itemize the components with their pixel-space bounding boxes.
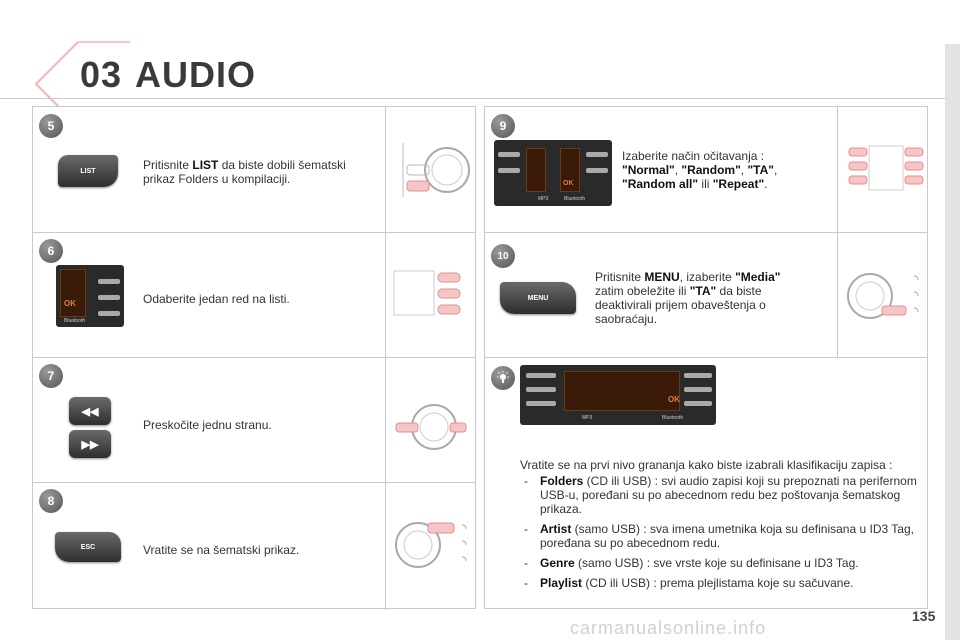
step-6-text xyxy=(143,292,343,306)
menu-button: MENU xyxy=(500,282,576,314)
mode-buttons-illustration xyxy=(845,140,927,200)
esc-control-illustration xyxy=(388,515,472,575)
text-run: da biste dobili šematski prikaz Folders u kompilaciji. xyxy=(143,158,346,186)
side-rail xyxy=(945,44,960,640)
step-badge-5: 5 xyxy=(39,114,63,138)
text-run: , xyxy=(674,163,682,177)
list-button: LIST xyxy=(58,155,118,187)
text-run: , xyxy=(740,163,748,177)
text-run: Odaberite jedan red na listi. xyxy=(143,292,290,306)
list-item xyxy=(520,474,930,516)
list-item-desc: (CD ili USB) : svi audio zapisi koji su prepoznati na perifernom USB-u, poređani su po abecednom redu bez poštovanja šematskog prikaza. xyxy=(540,474,917,516)
text-run: . xyxy=(764,177,768,191)
list-item-term: Playlist xyxy=(540,576,583,590)
bluetooth-label: Bluetooth xyxy=(64,318,86,324)
rewind-icon: ◀◀ xyxy=(81,405,99,418)
text-run: , izaberite xyxy=(679,270,736,284)
chapter-number: 03 xyxy=(80,54,123,95)
bold-term: "TA" xyxy=(689,284,717,298)
selection-screen xyxy=(56,265,124,327)
list-item-term: Artist xyxy=(540,522,572,536)
text-run: Pritisnite xyxy=(595,270,645,284)
step-9-text xyxy=(622,149,822,191)
step-7-text xyxy=(143,418,343,432)
bold-term: LIST xyxy=(192,158,219,172)
list-item-desc: (samo USB) : sve vrste koje su definisane u ID3 Tag. xyxy=(574,556,859,570)
tip-list xyxy=(520,474,930,596)
bold-term: "Random" xyxy=(681,163,741,177)
mode-screens: OK MP3 Bluetooth xyxy=(494,140,612,206)
forward-button xyxy=(69,430,111,458)
list-control-illustration xyxy=(395,135,470,205)
bold-term: "Repeat" xyxy=(712,177,765,191)
list-item-term: Folders xyxy=(540,474,584,488)
bold-term: "TA" xyxy=(747,163,774,177)
tip-badge xyxy=(491,366,515,390)
step-5-text xyxy=(143,158,373,186)
list-item-desc: (CD ili USB) : prema plejlistama koje su sačuvane. xyxy=(582,576,854,590)
text-run: da biste deaktivirali prijem obaveštenja o saobraćaju. xyxy=(595,284,766,326)
list-item xyxy=(520,522,930,550)
text-run: Preskočite jednu stranu. xyxy=(143,418,272,432)
bold-term: "Media" xyxy=(735,270,781,284)
step-10-text xyxy=(595,270,805,326)
text-run: zatim obeležite ili xyxy=(595,284,690,298)
bold-term: "Normal" xyxy=(622,163,675,177)
forward-icon: ▶▶ xyxy=(81,438,99,451)
watermark: carmanualsonline.info xyxy=(570,618,767,638)
list-item xyxy=(520,576,930,590)
list-item-term: Genre xyxy=(540,556,575,570)
menu-control-illustration xyxy=(842,266,926,326)
step-badge-8: 8 xyxy=(39,489,63,513)
page-title: AUDIO xyxy=(135,54,256,95)
lightbulb-icon xyxy=(496,371,510,385)
ok-label: OK xyxy=(64,299,76,308)
text-run: Pritisnite xyxy=(143,158,193,172)
classification-screen: OK MP3 Bluetooth xyxy=(520,365,716,425)
page-number: 135 xyxy=(912,608,936,624)
step-badge-9: 9 xyxy=(491,114,515,138)
tip-intro: Vratite se na prvi nivo grananja kako biste izabrali klasifikaciju zapisa : xyxy=(520,458,893,472)
title-rule xyxy=(0,98,945,99)
step-badge-10: 10 xyxy=(491,244,515,268)
step-badge-7: 7 xyxy=(39,364,63,388)
text-run: , xyxy=(773,163,778,177)
text-run: Vratite se na šematski prikaz. xyxy=(143,543,300,557)
skip-control-illustration xyxy=(390,395,470,460)
rewind-button xyxy=(69,397,111,425)
bold-term: MENU xyxy=(644,270,680,284)
bold-term: "Random all" xyxy=(622,177,699,191)
screen-buttons-illustration xyxy=(392,265,467,325)
esc-button: ESC xyxy=(55,532,121,562)
step-8-text xyxy=(143,543,343,557)
list-item-desc: (samo USB) : sva imena umetnika koja su definisana u ID3 Tag, poređana su po abecednom redu. xyxy=(540,522,914,550)
list-item xyxy=(520,556,930,570)
text-run: ili xyxy=(698,177,713,191)
step-badge-6: 6 xyxy=(39,239,63,263)
text-run: Izaberite način očitavanja : xyxy=(622,149,765,163)
